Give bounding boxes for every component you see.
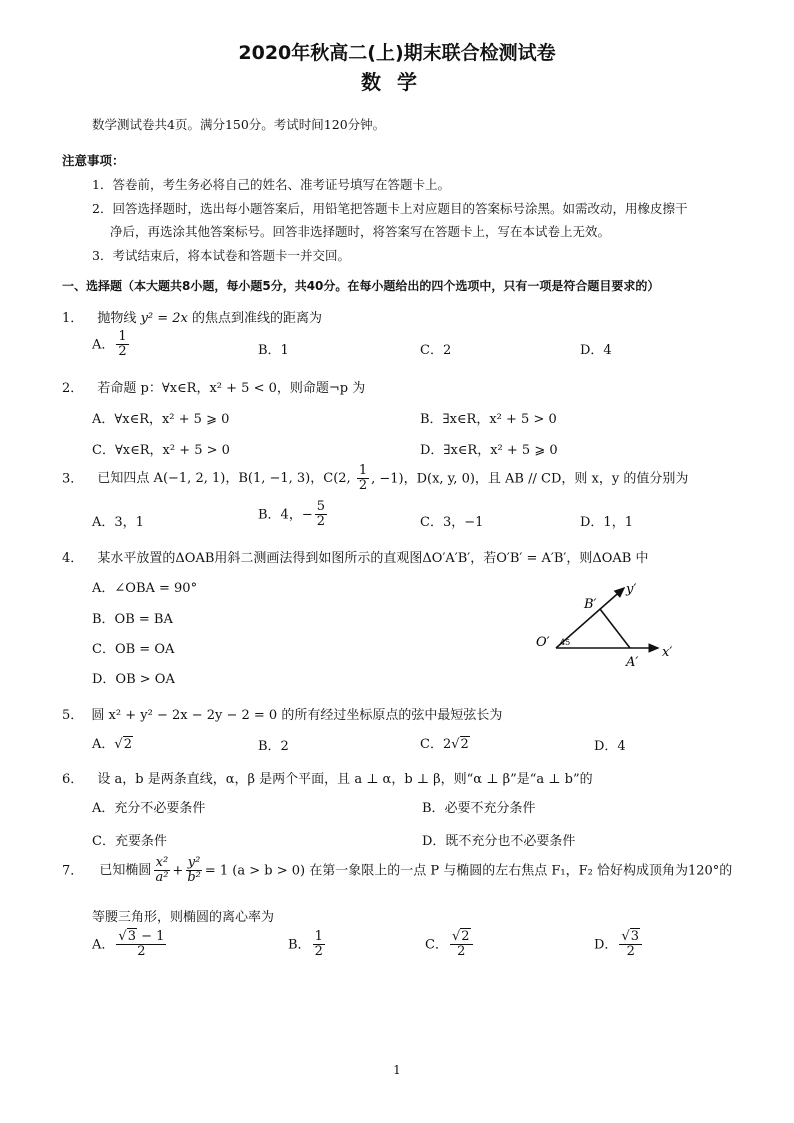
option-d: D．4: [594, 739, 626, 754]
label-o: O′: [536, 635, 550, 650]
option-d: D．既不充分也不必要条件: [422, 834, 576, 849]
option-c: C． $\frac{√2}{2}$: [425, 930, 475, 960]
option-b: B．∃x∈R，x² + 5 > 0: [420, 412, 557, 427]
option-d: D． $\frac{√3}{2}$: [594, 930, 644, 960]
option-d: D．1，1: [580, 515, 633, 530]
notice-item: 2．回答选择题时，选出每小题答案后，用铅笔把答题卡上对应题目的答案标号涂黑。如需改动，用橡皮擦干: [92, 201, 688, 216]
option-a: A．充分不必要条件: [92, 801, 206, 816]
label-b: B′: [584, 597, 597, 612]
label-a: A′: [626, 655, 639, 670]
option-b: B．必要不充分条件: [422, 801, 536, 816]
question-6: 6． 设 a，b 是两条直线，α，β 是两个平面，且 a ⊥ α，b ⊥ β，则“α ⊥ β”是“a ⊥ b”的: [62, 772, 593, 787]
option-a: A．√2: [92, 737, 132, 752]
label-angle: 45: [560, 638, 571, 647]
option-c: C．∀x∈R，x² + 5 > 0: [92, 443, 230, 458]
notice-item: 1．答卷前，考生务必将自己的姓名、准考证号填写在答题卡上。: [92, 177, 450, 192]
question-3: 3． 已知四点 A(−1, 2, 1)，B(1, −1, 3)，C(2, $\frac{1}{2}$ , −1)，D(x, y, 0)，且 AB // CD，则 x，y 的值分别为: [62, 463, 689, 494]
option-a: A． $\frac{√3 - 1}{2}$: [92, 929, 165, 960]
question-2: 2． 若命题 p：∀x∈R，x² + 5 < 0，则命题¬p 为: [62, 381, 366, 396]
question-1: 1． 抛物线 y² = 2x 的焦点到准线的距离为: [62, 311, 323, 326]
option-c: C．OB = OA: [92, 642, 175, 657]
question-number: 4．: [62, 551, 84, 566]
question-number: 2．: [62, 381, 84, 396]
exam-title: 2020年秋高二(上)期末联合检测试卷: [238, 42, 556, 64]
option-b: B． $\frac{1}{2}$: [288, 929, 323, 960]
question-4: 4． 某水平放置的ΔOAB用斜二测画法得到如图所示的直观图ΔO′A′B′，若O′B′ = A′B′，则ΔOAB 中: [62, 551, 649, 566]
oblique-projection-figure: [530, 578, 690, 670]
option-c: C．充要条件: [92, 834, 167, 849]
option-b: B．1: [258, 343, 289, 358]
exam-info: 数学测试卷共4页。满分150分。考试时间120分钟。: [92, 117, 386, 132]
section-heading: 一、选择题（本大题共8小题，每小题5分，共40分。在每小题给出的四个选项中，只有一项是符合题目要求的）: [62, 279, 660, 293]
question-number: 5．: [62, 708, 84, 723]
option-a: A．∠OBA = 90°: [92, 581, 198, 596]
option-b: B．OB = BA: [92, 612, 173, 627]
option-d: D．∃x∈R，x² + 5 ⩾ 0: [420, 443, 558, 458]
label-x: x′: [662, 645, 673, 660]
question-number: 3．: [62, 471, 84, 487]
option-c: C．2√2: [420, 737, 469, 752]
notice-item: 3．考试结束后，将本试卷和答题卡一并交回。: [92, 248, 350, 263]
label-y: y′: [626, 582, 637, 597]
question-7-continued: 等腰三角形，则椭圆的离心率为: [92, 910, 275, 925]
option-a: A．3，1: [92, 515, 144, 530]
option-d: D．OB > OA: [92, 672, 175, 687]
option-d: D．4: [580, 343, 612, 358]
option-c: C．3，−1: [420, 515, 484, 530]
page-number: 1: [393, 1063, 401, 1077]
question-7: 7． 已知椭圆 $\frac{\text{x²}}{\text{a²}}$ + $\frac{\text{y²}}{\text{b²}}$ = 1 (a > b > 0) 在第一象限上的一点 P 与椭圆的左右焦点 F₁，F₂ 恰好构成顶角为120°的: [62, 855, 733, 886]
question-number: 7．: [62, 863, 84, 879]
segment-ab: [600, 609, 630, 648]
notice-item: 净后，再选涂其他答案标号。回答非选择题时，将答案写在答题卡上，写在本试卷上无效。: [110, 224, 611, 239]
option-b: B．4，− $\frac{5}{2}$: [258, 499, 325, 530]
notice-heading: 注意事项：: [62, 153, 125, 168]
option-a: A． $\frac{1}{2}$: [92, 329, 127, 360]
option-c: C．2: [420, 343, 452, 358]
question-number: 6．: [62, 772, 84, 787]
option-a: A．∀x∈R，x² + 5 ⩾ 0: [92, 412, 230, 427]
subject-title: 数学: [361, 70, 433, 94]
question-5: 5． 圆 x² + y² − 2x − 2y − 2 = 0 的所有经过坐标原点的弦中最短弦长为: [62, 708, 503, 723]
option-b: B．2: [258, 739, 289, 754]
question-number: 1．: [62, 311, 84, 326]
